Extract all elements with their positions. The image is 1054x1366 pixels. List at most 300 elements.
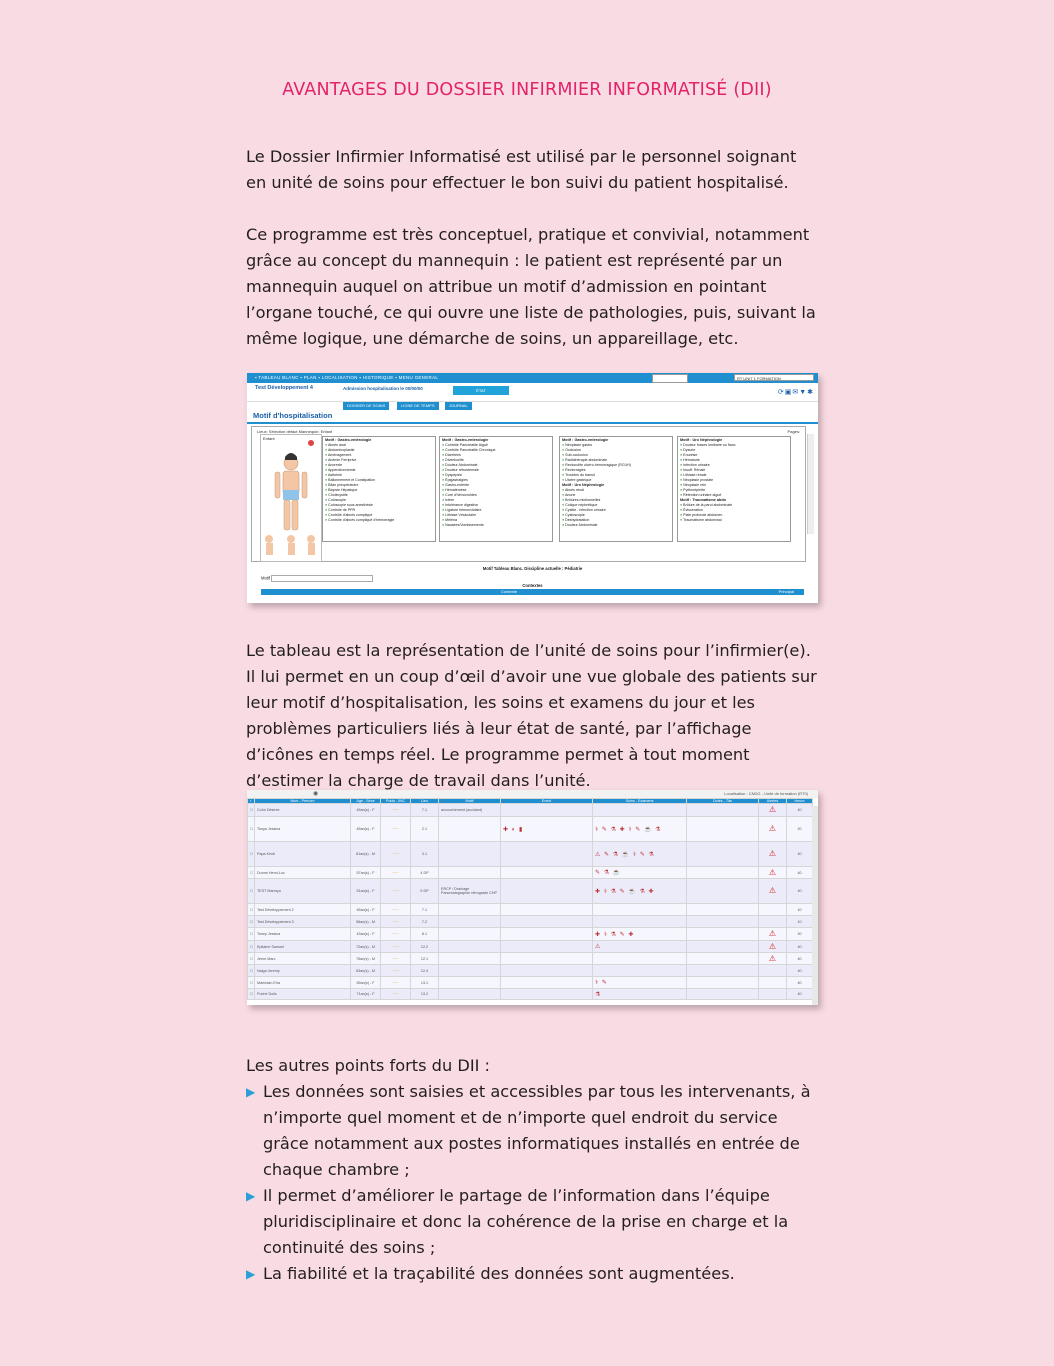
patient-motif — [439, 867, 501, 879]
motif-field[interactable] — [261, 575, 373, 582]
app-menu-bar — [247, 373, 818, 383]
motif-item-label: Ballonnement et Constipation — [328, 478, 376, 482]
motif-item-label: Douleur Abdominale — [565, 523, 598, 527]
patient-heure: 40 — [787, 867, 813, 879]
column-subtitle: Motif : Uro Néphrologie — [562, 483, 605, 487]
status-dot-icon: ● — [442, 498, 446, 502]
patient-lieu: 7.1 — [411, 904, 439, 916]
patient-events[interactable]: ✚ ◐ ▮ — [501, 817, 593, 842]
page-title: AVANTAGES DU DOSSIER INFIRMIER INFORMATISÉ (DII) — [282, 80, 772, 100]
col-imc[interactable]: Poids - IMC — [381, 799, 411, 804]
discipline-title: Motif Tableau Blanc. Discipline actuelle : Pédiatrie — [482, 566, 583, 571]
status-dot-icon: ● — [562, 493, 565, 497]
col-soins[interactable]: Soins - Examens — [593, 799, 687, 804]
patient-events[interactable] — [501, 842, 593, 867]
patient-motif — [439, 817, 501, 842]
motif-input[interactable] — [271, 575, 373, 582]
list-item-text: Les données sont saisies et accessibles par tous les intervenants, à n’importe quel moment et de n’importe quel endroit du service grâce notamment aux postes informatiques installés en entrée de chaque chambre ; — [263, 1082, 811, 1179]
column-title: Motif : Gastro-entérologie — [442, 438, 489, 442]
tab-ligne-temps[interactable]: LIGNE DE TEMPS — [397, 402, 439, 410]
motif-item-label: Anorexie — [327, 463, 343, 467]
row-checkbox[interactable]: ☐ — [248, 965, 255, 977]
col-motif[interactable]: Motif — [439, 799, 501, 804]
contextes-title: Contextes — [522, 583, 543, 588]
patient-events[interactable] — [501, 916, 593, 928]
status-dot-icon: ● — [562, 498, 566, 502]
patient-age: 57an(s) - F — [351, 867, 381, 879]
alert-icon[interactable]: ⚠ — [759, 928, 787, 941]
motif-item-label: Rectocolite ulcéro-hémorragique (RCUH) — [565, 463, 631, 467]
motif-item-label: Traumatisme abdominal — [683, 518, 722, 522]
patient-events[interactable] — [501, 953, 593, 965]
motif-item-label: Lithiase rénale — [683, 473, 707, 477]
patient-name[interactable]: Test Développement 3 — [255, 916, 351, 928]
patient-dotes — [687, 965, 759, 977]
status-dot-icon: ● — [562, 463, 566, 467]
status-dot-icon: ● — [562, 453, 566, 457]
row-checkbox[interactable]: ☐ — [248, 879, 255, 904]
status-dot-icon: ● — [680, 463, 684, 467]
motif-item-label: Anurie — [564, 493, 576, 497]
patient-soins[interactable]: ⚠ ✎ ⚗ ☕ ⚕ ✎ ⚗ — [593, 842, 687, 867]
row-checkbox[interactable]: ☐ — [248, 977, 255, 989]
col-alertes[interactable]: Alertes — [759, 799, 787, 804]
status-dot-icon: ● — [325, 483, 329, 487]
status-dot-icon: ● — [442, 478, 446, 482]
status-dot-icon: ● — [562, 478, 566, 482]
patient-heure: 40 — [787, 965, 813, 977]
motif-item-label: Hématurie — [683, 458, 700, 462]
alert-icon[interactable]: ⚠ — [759, 879, 787, 904]
patient-age: 45an(s) - F — [351, 804, 381, 817]
row-checkbox[interactable]: ☐ — [248, 817, 255, 842]
status-dot-icon: ● — [442, 463, 446, 467]
patient-imc: ~~~ — [381, 817, 411, 842]
principal-label: Principal — [778, 589, 794, 594]
status-dot-icon: ● — [442, 508, 446, 512]
patient-name[interactable]: Tonya Jessica — [255, 817, 351, 842]
patient-lieu: 4 DP — [411, 867, 439, 879]
motif-item-label: Méléna — [445, 518, 457, 522]
motif-item-label: Contrôle Pancréatite Chronique — [445, 448, 496, 452]
patient-soins[interactable]: ✚ ⚕ ⚗ ✎ ☕ ⚗ ✚ — [593, 879, 687, 904]
status-dot-icon: ● — [442, 453, 446, 457]
patient-events[interactable] — [501, 928, 593, 941]
patient-name[interactable]: Poché Dolis — [255, 989, 351, 1000]
patient-dotes — [687, 842, 759, 867]
patient-name[interactable]: Test Développement 2 — [255, 904, 351, 916]
patient-dotes — [687, 817, 759, 842]
row-checkbox[interactable]: ☐ — [248, 953, 255, 965]
col-event[interactable]: Event — [501, 799, 593, 804]
alert-icon[interactable] — [759, 965, 787, 977]
motif-item-label: Coloscopie sous anesthésie — [328, 503, 373, 507]
table-row[interactable] — [248, 904, 813, 916]
motif-item-label: Plaie profonde abdomen — [683, 513, 723, 517]
patient-motif — [439, 928, 501, 941]
status-dot-icon: ● — [562, 523, 566, 527]
patient-imc: ~~~ — [381, 989, 411, 1000]
motif-item-label: Cholécystite — [328, 493, 348, 497]
row-checkbox[interactable]: ☐ — [248, 904, 255, 916]
motif-item[interactable] — [442, 523, 550, 528]
status-dot-icon: ● — [325, 453, 328, 457]
main-menu[interactable]: ▪ TABLEAU BLANC ▪ PLAN ▪ LOCALISATION ▪ HISTORIQUE ▪ MENU GENERAL — [255, 375, 439, 380]
status-dot-icon: ● — [680, 458, 684, 462]
patient-motif — [439, 916, 501, 928]
patient-dotes — [687, 989, 759, 1000]
contextes-bar[interactable] — [261, 589, 804, 595]
patient-name[interactable]: Papa Kindi — [255, 842, 351, 867]
col-heure[interactable]: Heure — [787, 799, 813, 804]
status-dot-icon: ● — [325, 458, 328, 462]
motif-item-label: Douleur Abdominale — [445, 463, 478, 467]
select-all-checkbox[interactable]: ▪ — [248, 799, 255, 804]
patient-events[interactable] — [501, 867, 593, 879]
patient-age: 63an(s) - M — [351, 965, 381, 977]
alert-icon[interactable] — [759, 977, 787, 989]
column-title: Motif : Uro Néphrologie — [680, 438, 723, 442]
motif-item[interactable] — [562, 523, 670, 528]
patient-heure: 40 — [787, 804, 813, 817]
patient-heure: 10 — [787, 904, 813, 916]
column-items[interactable] — [680, 443, 788, 498]
motif-item[interactable] — [680, 518, 788, 523]
motif-item-label: Coloscopie — [328, 498, 346, 502]
status-dot-icon: ● — [442, 458, 446, 462]
status-dot-icon: ● — [325, 493, 329, 497]
motif-item-label: Néoplasie gastro — [565, 443, 593, 447]
status-dot-icon: ● — [325, 473, 328, 477]
motif-item-label: Bilan préopératoire — [328, 483, 359, 487]
concept-paragraph: Ce programme est très conceptuel, pratique et convivial, notamment grâce au concept du mannequin : le patient est représenté par un mannequin auquel on attribue un motif d’admission en pointant l’organe touché, ce qui ouvre une liste de pathologies, puis, suivant la même logique, une démarche de soins, un appareillage, etc. — [246, 225, 816, 348]
motif-item-label: Insuff. Rénale — [683, 468, 706, 472]
tableau-blanc-screenshot — [247, 790, 818, 1005]
motif-item-label: Dysurie — [683, 448, 696, 452]
motif-item-label: Néoplasie rein — [683, 483, 707, 487]
table-row[interactable] — [248, 965, 813, 977]
status-dot-icon: ● — [562, 443, 566, 447]
scrollbar[interactable] — [812, 806, 818, 1005]
col-lieu[interactable]: Lieu — [411, 799, 439, 804]
column-items[interactable] — [680, 503, 788, 523]
patient-dotes — [687, 916, 759, 928]
status-dot-icon: ● — [562, 513, 566, 517]
patient-events[interactable] — [501, 965, 593, 977]
patient-heure: 20 — [787, 928, 813, 941]
patient-motif — [439, 904, 501, 916]
list-item — [246, 1079, 820, 1183]
patient-name[interactable]: TEST Marroyo — [255, 879, 351, 904]
bullet-arrow-icon: ▶ — [246, 1189, 256, 1203]
tab-journal[interactable]: JOURNAL — [445, 402, 472, 410]
patient-imc: ~~~ — [381, 879, 411, 904]
motif-item-label: Colique néphrétique — [565, 503, 598, 507]
location-label: Localisation : CNDG - Unité de formation (RT0) — [724, 791, 808, 796]
alert-icon[interactable] — [759, 916, 787, 928]
motif-item-label: Abcès anal — [327, 443, 346, 447]
patient-dotes — [687, 928, 759, 941]
patient-imc: ~~~ — [381, 965, 411, 977]
patient-imc: ~~~ — [381, 953, 411, 965]
table-row[interactable] — [248, 842, 813, 867]
motif-item-label: Diverticulite — [445, 458, 464, 462]
motif-item-label: Contrôle d'abcès compliqué — [328, 513, 373, 517]
points-forts-list — [246, 1079, 820, 1287]
patient-name[interactable]: Test Développement 4 — [255, 385, 313, 391]
alert-icon[interactable]: ⚠ — [759, 804, 787, 817]
row-checkbox[interactable]: ☐ — [248, 804, 255, 817]
filter-bar[interactable]: Lieux: Sélection défaut Mannequin: Enfant — [257, 429, 333, 434]
table-row[interactable] — [248, 879, 813, 904]
motif-column-1[interactable] — [322, 436, 436, 542]
list-item-text: La fiabilité et la traçabilité des données sont augmentées. — [263, 1264, 735, 1283]
motif-label: Motif — [261, 575, 271, 581]
patient-events[interactable] — [501, 989, 593, 1000]
patient-header — [247, 383, 818, 402]
status-dot-icon: ● — [442, 448, 446, 452]
patient-soins[interactable] — [593, 965, 687, 977]
patient-soins[interactable]: ⚠ — [593, 941, 687, 953]
patient-lieu: 7.2 — [411, 916, 439, 928]
alert-icon[interactable] — [759, 904, 787, 916]
patient-name[interactable]: Toney Jessica — [255, 928, 351, 941]
patient-imc: ~~~ — [381, 916, 411, 928]
motif-item-label: Contrôle de PPR — [328, 508, 356, 512]
column-items[interactable] — [442, 443, 550, 528]
admission-info: Admission hospitalisation le 00/00/00 — [343, 386, 423, 391]
status-dot-icon: ● — [442, 468, 446, 472]
status-dot-icon: ● — [442, 483, 446, 487]
patient-soins[interactable]: ✚ ⚕ ⚗ ✎ ✚ — [593, 928, 687, 941]
motif-item-label: Déshydratation — [565, 518, 590, 522]
patient-name[interactable]: Epitaine Samuel — [255, 941, 351, 953]
patient-lieu: 3.1 — [411, 842, 439, 867]
alert-icon[interactable]: ⚠ — [759, 867, 787, 879]
bullet-arrow-icon: ▶ — [246, 1267, 256, 1281]
pagination[interactable]: Pages: — [787, 429, 800, 434]
motif-item-label: Brûlures mictionnelles — [565, 498, 601, 502]
location-header — [247, 790, 818, 798]
table-row[interactable] — [248, 867, 813, 879]
motif-item-label: Diarrhées — [445, 453, 461, 457]
status-dot-icon: ● — [325, 508, 329, 512]
patient-age: 81an(s) - M — [351, 842, 381, 867]
patient-motif: ERCP / Drainage Pancréatographie rétrograde CHP — [439, 879, 501, 904]
col-dotes[interactable]: Dotés - Tâs — [687, 799, 759, 804]
status-dot-icon: ● — [562, 508, 566, 512]
row-checkbox[interactable]: ☐ — [248, 867, 255, 879]
row-checkbox[interactable]: ☐ — [248, 989, 255, 1000]
column-title: Motif : Gastro-entérologie — [325, 438, 372, 442]
motif-item[interactable] — [325, 518, 433, 523]
status-dot-icon: ● — [680, 478, 684, 482]
status-dot-icon: ● — [325, 488, 329, 492]
alert-icon[interactable]: ⚠ — [759, 941, 787, 953]
table-row[interactable] — [248, 817, 813, 842]
patient-dotes — [687, 977, 759, 989]
mannequin-figure-icon[interactable] — [261, 435, 321, 559]
table-row[interactable] — [248, 928, 813, 941]
status-dot-icon: ● — [680, 503, 684, 507]
status-dot-icon: ● — [562, 473, 566, 477]
patient-soins[interactable] — [593, 953, 687, 965]
patient-age: 71an(s) - F — [351, 989, 381, 1000]
motif-item-label: Abdominoplastie — [327, 448, 355, 452]
motif-item-label: Enurésie — [683, 453, 698, 457]
mannequin-label: Enfant — [263, 436, 275, 441]
patient-dotes — [687, 879, 759, 904]
alert-icon[interactable]: ⚠ — [759, 842, 787, 867]
motif-item-label: Intolérance digestive — [445, 503, 479, 507]
motif-item-label: Douleur rétrosternale — [445, 468, 479, 472]
table-row[interactable] — [248, 989, 813, 1000]
tab-dossier-soins[interactable]: DOSSIER DE SOINS — [343, 402, 389, 410]
patient-dotes — [687, 941, 759, 953]
status-dot-icon: ● — [680, 508, 684, 512]
patient-heure: 40 — [787, 879, 813, 904]
tab-bar — [247, 402, 818, 410]
patient-name[interactable]: Marindan Eria — [255, 977, 351, 989]
motif-item-label: Néoplasie prostate — [683, 478, 714, 482]
column-items[interactable] — [562, 488, 670, 528]
motif-item-label: Contrôle d'abcès compliqué d'hémorragie — [328, 518, 395, 522]
status-dot-icon: ● — [680, 473, 684, 477]
status-dot-icon: ● — [442, 523, 446, 527]
table-row[interactable] — [248, 977, 813, 989]
row-checkbox[interactable]: ☐ — [248, 842, 255, 867]
status-dot-icon: ● — [325, 498, 329, 502]
patient-heure: 20 — [787, 817, 813, 842]
motif-column-4[interactable] — [677, 436, 791, 542]
col-nom[interactable]: Nom - Prénom — [255, 799, 351, 804]
patient-soins[interactable] — [593, 904, 687, 916]
status-dot-icon: ● — [680, 468, 684, 472]
motif-item-label: Rétention urinaire aiguë — [683, 493, 722, 497]
patient-motif — [439, 941, 501, 953]
patient-lieu: 2.1 — [411, 817, 439, 842]
status-dot-icon: ● — [325, 463, 328, 467]
patient-soins[interactable]: ⚕ ✎ ⚗ ✚ ⚕ ✎ ☕ ⚗ — [593, 817, 687, 842]
patient-events[interactable] — [501, 977, 593, 989]
status-dot-icon: ● — [680, 483, 684, 487]
patient-age: 51an(s) - F — [351, 879, 381, 904]
intro-paragraph: Le Dossier Infirmier Informatisé est utilisé par le personnel soignant en unité de soins pour effectuer le bon suivi du patient hospitalisé. — [246, 147, 797, 192]
alert-icon[interactable]: ⚠ — [759, 817, 787, 842]
patient-heure: 10 — [787, 916, 813, 928]
eye-icon[interactable]: ◉ — [313, 791, 319, 797]
status-dot-icon: ● — [562, 518, 566, 522]
status-dot-icon: ● — [680, 453, 684, 457]
patient-name[interactable]: Nalga Jeremy — [255, 965, 351, 977]
motif-item-label: Douleur fosses lombaire ou flanc — [683, 443, 736, 447]
status-dot-icon: ● — [442, 473, 446, 477]
patient-lieu: 12.4 — [411, 965, 439, 977]
patient-dotes — [687, 904, 759, 916]
patient-age: 43an(s) - F — [351, 928, 381, 941]
motif-item-label: Appendicectomie — [327, 468, 356, 472]
section-header — [247, 410, 818, 424]
patient-soins[interactable]: ✎ ⚗ ☕ — [593, 867, 687, 879]
col-age[interactable]: Age - Sexe — [351, 799, 381, 804]
status-dot-icon: ● — [562, 468, 566, 472]
search-input[interactable] — [652, 374, 688, 383]
motif-column-2[interactable] — [439, 436, 553, 542]
mannequin-panel[interactable] — [260, 434, 322, 562]
toolbar-icons[interactable]: ⟳▣✉▼✱ — [777, 389, 814, 396]
motif-item-label: Nausées/Vomissements — [445, 523, 484, 527]
patient-soins[interactable] — [593, 804, 687, 817]
patient-events[interactable] — [501, 941, 593, 953]
patient-events[interactable] — [501, 879, 593, 904]
patient-lieu: 12.1 — [411, 953, 439, 965]
row-checkbox[interactable]: ☐ — [248, 916, 255, 928]
status-dot-icon: ● — [562, 503, 566, 507]
alert-icon[interactable] — [759, 989, 787, 1000]
patient-motif: accouchement (accidant) — [439, 804, 501, 817]
patient-imc: ~~~ — [381, 804, 411, 817]
patients-table — [247, 798, 813, 1000]
motif-item-label: Cure d'hémorroïdes — [445, 493, 477, 497]
points-forts-heading: Les autres points forts du DII : — [246, 1056, 490, 1075]
unit-select[interactable]: RT UNIT 1 FORMATION — [734, 374, 814, 381]
patient-name[interactable]: Jerne Marc — [255, 953, 351, 965]
status-dot-icon: ● — [442, 488, 446, 492]
motif-column-3[interactable] — [559, 436, 673, 542]
column-items[interactable] — [325, 443, 433, 523]
row-checkbox[interactable]: ☐ — [248, 928, 255, 941]
motif-item-label: Rectorragies — [565, 468, 586, 472]
patient-events[interactable] — [501, 904, 593, 916]
alert-icon[interactable]: ⚠ — [759, 953, 787, 965]
patient-events[interactable] — [501, 804, 593, 817]
motif-item-label: Cystoscopie — [565, 513, 585, 517]
table-row[interactable] — [248, 804, 813, 817]
status-button[interactable]: ÉTAT — [453, 386, 509, 395]
table-row[interactable] — [248, 941, 813, 953]
status-dot-icon: ● — [325, 468, 328, 472]
patient-age: 45an(s) - F — [351, 817, 381, 842]
motif-item-label: Cystite - infection urinaire — [565, 508, 606, 512]
patient-motif — [439, 989, 501, 1000]
patient-soins[interactable]: ⚗ — [593, 989, 687, 1000]
patient-imc: ~~~ — [381, 904, 411, 916]
motif-item-label: Troubles du transit — [565, 473, 595, 477]
motif-item-label: Lithiase Vésiculaire — [445, 513, 477, 517]
status-dot-icon: ● — [442, 443, 446, 447]
table-row[interactable] — [248, 953, 813, 965]
status-dot-icon: ● — [680, 488, 684, 492]
patient-name[interactable]: Cohn Désirée — [255, 804, 351, 817]
status-dot-icon: ● — [325, 478, 329, 482]
motif-item-label: Contrôle Pancréatite Aiguë — [445, 443, 488, 447]
patient-motif — [439, 842, 501, 867]
motif-item-label: Ulcère gastrique — [565, 478, 592, 482]
patient-name[interactable]: Dunne Henri-Luc — [255, 867, 351, 879]
row-checkbox[interactable]: ☐ — [248, 941, 255, 953]
patient-soins[interactable]: ⚕ ✎ — [593, 977, 687, 989]
table-row[interactable] — [248, 916, 813, 928]
patient-dotes — [687, 804, 759, 817]
status-dot-icon: ● — [680, 443, 684, 447]
scrollbar[interactable] — [807, 434, 814, 534]
patient-lieu: 13.1 — [411, 977, 439, 989]
column-subtitle: Motif : Traumatisme abdo — [680, 498, 726, 502]
column-items[interactable] — [562, 443, 670, 483]
patient-lieu: 8.1 — [411, 928, 439, 941]
motif-item-label: Brûlure de la paroi abdominale — [683, 503, 733, 507]
patient-soins[interactable] — [593, 916, 687, 928]
